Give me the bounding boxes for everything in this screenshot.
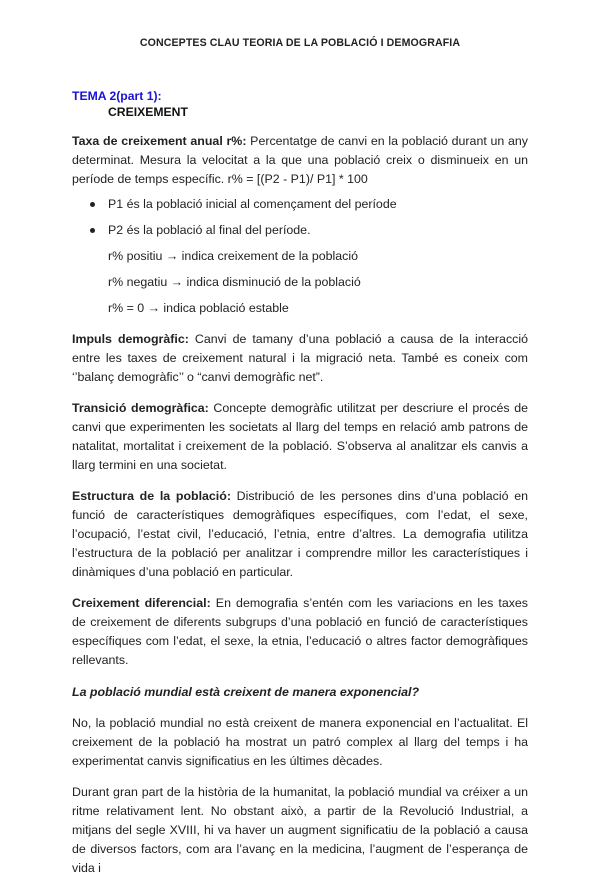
answer-paragraph-2: Durant gran part de la història de la humanitat, la població mundial va créixer a un ritme relativament lent. No obstant això, a partir de la Revolució Industrial, a mitjans del segle XVIII, hi va haver un augment significatiu de la població a causa de diversos factors, com ara l’avanç en la medicina, l’augment de l’esperança de vida i [72,785,528,875]
page-header: CONCEPTES CLAU TEORIA DE LA POBLACIÓ I DEMOGRAFIA [139,37,461,49]
r-positive-line: r% positiu → indica creixement de la població [108,249,359,263]
estructura-text: Distribució de les persones dins d’una població en funció de característiques demogràfiques específiques, com l’edat, el sexe, l’ocupació, l’estat civil, l’educació, l’etnia, entre d’altres. La demografia utilitza l’estructura de la població per analitzar i comprendre millor les característiques i dinàmiques d’una població en particular. [72,489,528,579]
transicio-text: Concepte demogràfic utilitzat per descriure el procés de canvi que experimenten les societats al llarg del temps en relació amb patrons de natalitat, mortalitat i creixement de la població. S’observa al analitzar els canvis a llarg termini en una societat. [72,401,528,472]
estructura-paragraph [72,487,528,582]
bullet-list [72,195,528,240]
r-negative-line: r% negatiu → indica disminució de la població [108,275,361,289]
r-zero-line: r% = 0 → indica població estable [108,301,289,315]
impuls-paragraph [72,330,528,387]
impuls-term: Impuls demogràfic: [72,332,189,346]
estructura-term: Estructura de la població: [72,489,231,503]
impuls-text: Canvi de tamany d’una població a causa de la interacció entre les taxes de creixement natural i la migració neta. També es coneix com ‘’balanç demogràfic’’ o “canvi demogràfic net”. [72,332,528,384]
taxa-paragraph [72,132,528,189]
taxa-text: Percentatge de canvi en la població durant un any determinat. Mesura la velocitat a la que una població creix o disminueix en un període de temps específic. r% = [(P2 - P1)/ P1] * 100 [72,134,528,186]
diferencial-paragraph [72,594,528,670]
transicio-paragraph [72,399,528,475]
section-heading-line2: CREIXEMENT [108,105,188,119]
diferencial-term: Creixement diferencial: [72,596,211,610]
answer-paragraph-1: No, la població mundial no està creixent de manera exponencial en l’actualitat. El creixement de la població ha mostrat un patró complex al llarg del temps i ha experimentat canvis significatius en les últimes dècades. [72,716,528,768]
transicio-term: Transició demogràfica: [72,401,209,415]
bullet-item-p2: P2 és la població al final del període. [72,221,528,240]
question-heading: La població mundial està creixent de manera exponencial? [72,685,420,699]
taxa-term: Taxa de creixement anual r%: [72,134,247,148]
section-heading-line1: TEMA 2(part 1): [72,89,162,103]
section-heading [72,88,528,120]
diferencial-text: En demografia s’entén com les variacions en les taxes de creixement de diferents subgrups d’una població en funció de característiques específiques com l’edat, el sexe, la etnia, l’educació o altres factor demogràfiques rellevants. [72,596,528,667]
bullet-item-p1: P1 és la població inicial al començament del període [72,195,528,214]
